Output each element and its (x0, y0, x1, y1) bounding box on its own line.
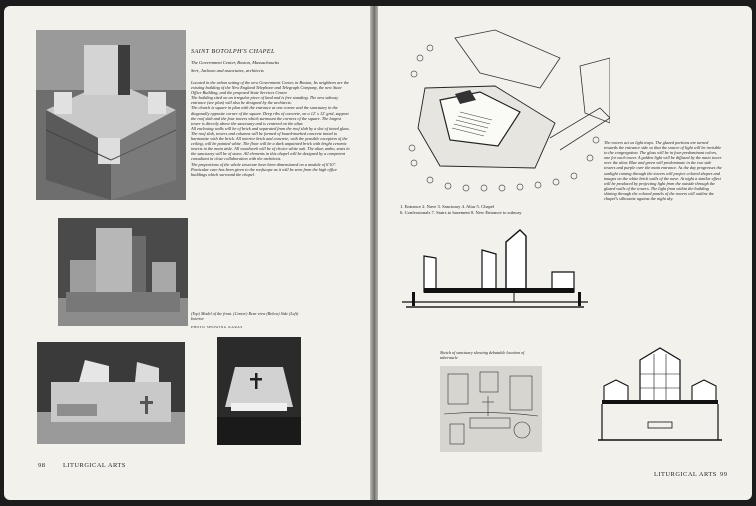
sanctuary-sketch (440, 366, 542, 452)
plan-legend-line-1: 1. Entrance 2. Nave 3. Sanctuary 4. Altar 5. Chapel (400, 204, 495, 209)
photo-credit: PHOTO SHOWING KARAS (191, 325, 243, 329)
folio-number-right: 99 (720, 471, 728, 478)
folio-title-left: LITURGICAL ARTS (63, 462, 126, 469)
description-paragraph: Located in the urban setting of the new Government Center, in Boston, Its neighbors are the existing building of the New England Telephone and Telegraph Company, the new State Office Building, and the proposed State Services Center. (191, 80, 349, 96)
right-page (378, 6, 752, 500)
left-page (4, 6, 372, 500)
sketch-caption: Sketch of sanctuary showing debatable location of tabernacle (440, 350, 525, 360)
description-paragraph: The church is square in plan with the entrance at one corner and the sanctuary in the diagonally opposite corner of the square. Deep ribs of concrete, on a 12' x 12' grid, support the roof slab and the four towers which surmount the corners of the square. The largest tower is directly above the sanctuary and is centered on the altar. (191, 105, 349, 126)
description-paragraph: All enclosing walls will be of brick and separated from the roof slab by a slot of tinted glass. The roof slab, towers and columns will be formed of board-marked concrete tinted to harmonize with the brick. All interior brick and concrete, with the possible exception of the ceiling, will be painted white. The floor will be a dark unpainted brick with bright ceramic inserts in the main aisle. All woodwork will be of choice white oak. The altar, ambo, seats in the sanctuary will be of stone. All elements in this chapel will be designed by a competent consultant in close collaboration with the architects. (191, 125, 350, 162)
model-photo-rear (58, 218, 188, 326)
interior-photo (217, 337, 301, 445)
chapel-location: The Government Center, Boston, Massachusetts (191, 60, 280, 65)
chapel-description (191, 80, 351, 177)
section-drawing (402, 222, 588, 332)
description-paragraph: The proportions of the whole structure have been dimensioned on a module of 6'10". Particular care has been given to the roofscape as it will be seen from the high office buildings which surround the chapel. (191, 161, 338, 177)
model-photo-side (37, 342, 185, 444)
site-plan-drawing (400, 28, 610, 196)
chapel-architects: Sert, Jackson and associates, architects (191, 68, 264, 73)
towers-description: The towers act as light traps. The glazed portions are turned towards the entrance side so that the source of light will be invisible to the congregation. The glass will be in four predominant colors, one for each tower. A golden light will be diffused by the main tower over the altar. Blue and green will predominate in the two side towers and purple over the main entrance. As the day progresses the sunlight coming through the towers will project colored shapes and images on the white brick walls of the nave. At night a similar effect will be produced by projecting light from the outside through the glazed walls of the towers. The light from within the building shining through the colored panels of the towers will outline the chapel's silhouette against the night sky. (604, 140, 722, 202)
folio-title-right: LITURGICAL ARTS (654, 471, 717, 478)
plan-legend-line-2: 6. Confessionals 7. Stairs to basement 8. New Entrance to subway (400, 210, 522, 215)
photo-caption: (Top) Model of the front. (Center) Rear view (Below) Side (Left) Interior (191, 311, 299, 321)
chapel-title: SAINT BOTOLPH'S CHAPEL (191, 48, 275, 55)
description-paragraph: The building sited on an irregular piece of land and is free standing. The new subway entrance (see plan) will also be designed by the architects. (191, 95, 339, 106)
folio-number-left: 98 (38, 462, 46, 469)
model-photo-front (36, 30, 186, 200)
cross-section-drawing (598, 344, 722, 448)
